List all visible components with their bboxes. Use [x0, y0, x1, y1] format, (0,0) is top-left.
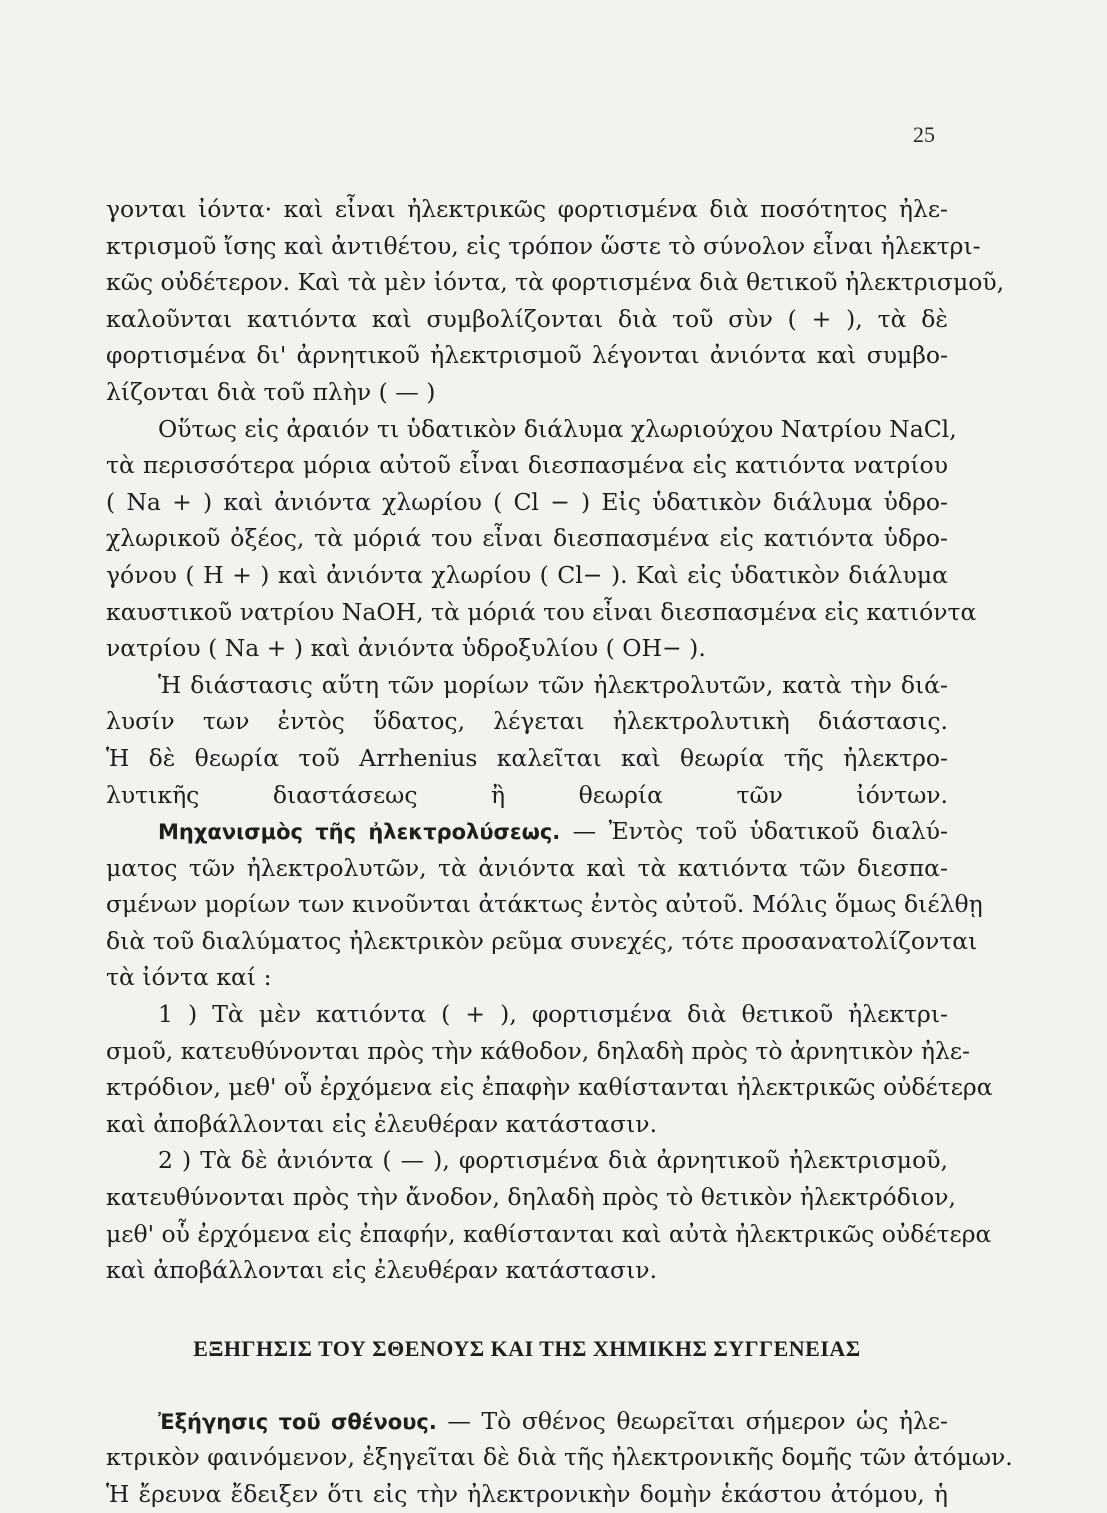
section-heading: ΕΞΗΓΗΣΙΣ ΤΟΥ ΣΘΕΝΟΥΣ ΚΑΙ ΤΗΣ ΧΗΜΙΚΗΣ ΣΥΓΓΕΝΕΙΑΣ [193, 1335, 861, 1361]
spacer [106, 1289, 948, 1331]
text-line: γονται ἰόντα· καὶ εἶναι ἠλεκτρικῶς φορτισμένα διὰ ποσότητος ἠλε- [106, 195, 948, 223]
text-line: λυτικῆς διαστάσεως ἢ θεωρία τῶν ἰόντων. [106, 780, 948, 809]
text-line: Ἡ διάστασις αὕτη τῶν μορίων τῶν ἠλεκτρολυτῶν, κατὰ τὴν διά- [158, 670, 948, 699]
body-text [106, 191, 1013, 1513]
text-line: χλωρικοῦ ὀξέος, τὰ μόριά του εἶναι διεσπασμένα εἰς κατιόντα ὑδρο- [106, 524, 948, 553]
text-line: τὰ περισσότερα μόρια αὐτοῦ εἶναι διεσπασμένα εἰς κατιόντα νατρίου [106, 451, 948, 480]
text-line: κτρισμοῦ ἴσης καὶ ἀντιθέτου, εἰς τρόπον ὥστε τὸ σύνολον εἶναι ἠλεκτρι- [106, 231, 981, 260]
text-line [106, 1403, 948, 1440]
text-line: γόνου ( H + ) καὶ ἀνιόντα χλωρίου ( Cl− ). Καὶ εἰς ὑδατικὸν διάλυμα [106, 560, 948, 589]
text-line: κτρικὸν φαινόμενον, ἐξηγεῖται δὲ διὰ τῆς ἠλεκτρονικῆς δομῆς τῶν ἀτόμων. [106, 1443, 1013, 1472]
text-line: 2 ) Τὰ δὲ ἀνιόντα ( — ), φορτισμένα διὰ ἀρνητικοῦ ἠλεκτρισμοῦ, [158, 1146, 948, 1175]
text-line: διὰ τοῦ διαλύματος ἠλεκτρικὸν ρεῦμα συνεχές, τότε προσανατολίζονται [106, 926, 978, 955]
text-line: 1 ) Τὰ μὲν κατιόντα ( + ), φορτισμένα διὰ θετικοῦ ἠλεκτρι- [158, 1000, 948, 1029]
text-line: φορτισμένα δι' ἀρνητικοῦ ἠλεκτρισμοῦ λέγονται ἀνιόντα καὶ συμβο- [106, 341, 948, 370]
text-line: καλοῦνται κατιόντα καὶ συμβολίζονται διὰ τοῦ σὺν ( + ), τὰ δὲ [106, 304, 948, 333]
page-number: 25 [913, 122, 935, 147]
text-line: κῶς οὐδέτερον. Καὶ τὰ μὲν ἰόντα, τὰ φορτισμένα διὰ θετικοῦ ἠλεκτρισμοῦ, [106, 268, 1005, 297]
text-line: κατευθύνονται πρὸς τὴν ἄνοδον, δηλαδὴ πρὸς τὸ θετικὸν ἠλεκτρόδιον, [106, 1183, 956, 1212]
text-line: καὶ ἀποβάλλονται εἰς ἐλευθέραν κατάστασιν. [106, 1109, 658, 1138]
text-line: μεθ' οὗ ἐρχόμενα εἰς ἐπαφήν, καθίστανται καὶ αὐτὰ ἠλεκτρικῶς οὐδέτερα [106, 1219, 992, 1248]
text-line: Οὕτως εἰς ἀραιόν τι ὑδατικὸν διάλυμα χλωριούχου Νατρίου NaCl, [158, 414, 957, 443]
text-line: ματος τῶν ἠλεκτρολυτῶν, τὰ ἀνιόντα καὶ τὰ κατιόντα τῶν διεσπα- [106, 853, 948, 882]
text-line: σμένων μορίων των κινοῦνται ἀτάκτως ἐντὸς αὐτοῦ. Μόλις ὅμως διέλθῃ [106, 890, 983, 919]
text-line: Ἡ ἔρευνα ἔδειξεν ὅτι εἰς τὴν ἠλεκτρονικὴν δομὴν ἑκάστου ἀτόμου, ἡ [106, 1480, 948, 1508]
text-line: κτρόδιον, μεθ' οὗ ἐρχόμενα εἰς ἐπαφὴν καθίστανται ἠλεκτρικῶς οὐδέτερα [106, 1073, 993, 1102]
text-line: λίζονται διὰ τοῦ πλὴν ( — ) [106, 377, 436, 406]
text-run: — Ἐντὸς τοῦ ὑδατικοῦ διαλύ- [560, 817, 948, 846]
text-line: λυσίν των ἐντὸς ὕδατος, λέγεται ἠλεκτρολυτικὴ διάστασις. [106, 707, 948, 736]
text-line: καὶ ἀποβάλλονται εἰς ἐλευθέραν κατάστασιν. [106, 1256, 658, 1285]
text-line: καυστικοῦ νατρίου NaOH, τὰ μόριά του εἶναι διεσπασμένα εἰς κατιόντα [106, 597, 977, 626]
text-run: — Τὸ σθένος θεωρεῖται σήμερον ὡς ἠλε- [436, 1406, 949, 1435]
run-in-heading: Μηχανισμὸς τῆς ἠλεκτρολύσεως. [158, 820, 561, 845]
run-in-heading: Ἐξήγησις τοῦ σθένους. [158, 1409, 437, 1434]
text-line: Ἡ δὲ θεωρία τοῦ Arrhenius καλεῖται καὶ θεωρία τῆς ἠλεκτρο- [106, 743, 948, 772]
text-line: τὰ ἰόντα καί : [106, 963, 272, 992]
spacer [106, 1367, 948, 1403]
text-line [106, 813, 948, 850]
text-line: ( Na + ) καὶ ἀνιόντα χλωρίου ( Cl − ) Εἰς ὑδατικὸν διάλυμα ὑδρο- [106, 487, 948, 516]
text-line: νατρίου ( Na + ) καὶ ἀνιόντα ὑδροξυλίου ( OH− ). [106, 634, 706, 663]
text-line: σμοῦ, κατευθύνονται πρὸς τὴν κάθοδον, δηλαδὴ πρὸς τὸ ἀρνητικὸν ἠλε- [106, 1036, 970, 1065]
